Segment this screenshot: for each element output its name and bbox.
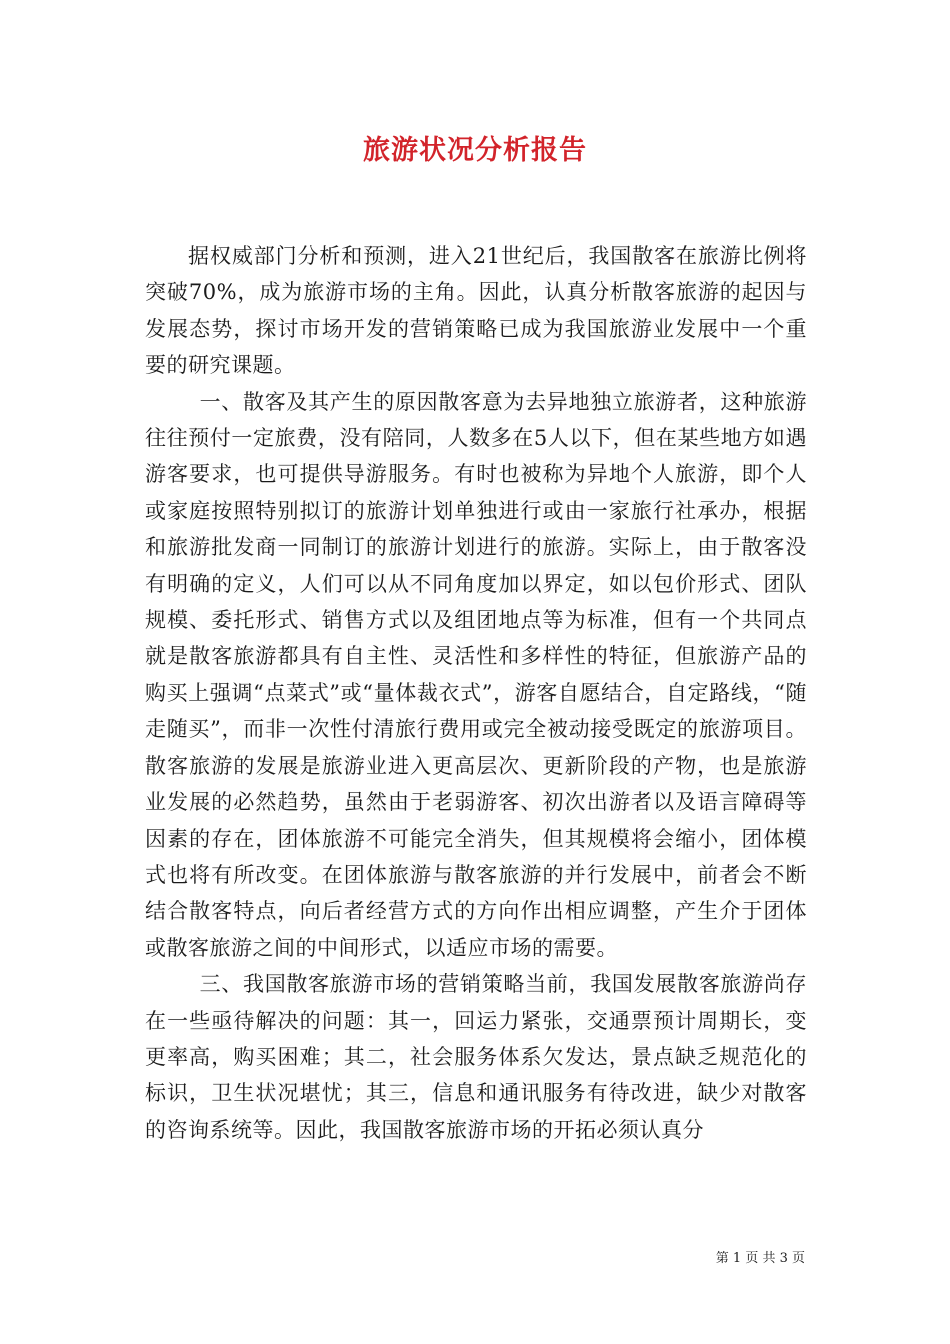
paragraph-intro: 据权威部门分析和预测，进入21世纪后，我国散客在旅游比例将突破70%，成为旅游市场的主角。因此，认真分析散客旅游的起因与发展态势，探讨市场开发的营销策略已成为我国旅游业发展中一个重要的研究课题。 xyxy=(145,244,807,378)
document-body xyxy=(145,238,807,1148)
document-title: 旅游状况分析报告 xyxy=(363,135,587,166)
paragraph-section-3: 三、我国散客旅游市场的营销策略当前，我国发展散客旅游尚存在一些亟待解决的问题：其一，回运力紧张，交通票预计周期长，变更率高，购买困难；其二，社会服务体系欠发达，景点缺乏规范化的标识，卫生状况堪忧；其三，信息和通讯服务有待改进，缺少对散客的咨询系统等。因此，我国散客旅游市场的开拓必须认真分 xyxy=(145,972,807,1142)
page-number: 第 1 页 共 3 页 xyxy=(715,1251,805,1266)
paragraph-section-1: 一、散客及其产生的原因散客意为去异地独立旅游者，这种旅游往往预付一定旅费，没有陪同，人数多在5人以下，但在某些地方如遇游客要求，也可提供导游服务。有时也被称为异地个人旅游，即个人或家庭按照特别拟订的旅游计划单独进行或由一家旅行社承办，根据和旅游批发商一同制订的旅游计划进行的旅游。实际上，由于散客没有明确的定义，人们可以从不同角度加以界定，如以包价形式、团队规模、委托形式、销售方式以及组团地点等为标准，但有一个共同点就是散客旅游都具有自主性、灵活性和多样性的特征，但旅游产品的购买上强调“点菜式”或“量体裁衣式”，游客自愿结合，自定路线，“随走随买”，而非一次性付清旅行费用或完全被动接受既定的旅游项目。散客旅游的发展是旅游业进入更高层次、更新阶段的产物，也是旅游业发展的必然趋势，虽然由于老弱游客、初次出游者以及语言障碍等因素的存在，团体旅游不可能完全消失，但其规模将会缩小，团体模式也将有所改变。在团体旅游与散客旅游的并行发展中，前者会不断结合散客特点，向后者经营方式的方向作出相应调整，产生介于团体或散客旅游之间的中间形式，以适应市场的需要。 xyxy=(145,389,807,960)
